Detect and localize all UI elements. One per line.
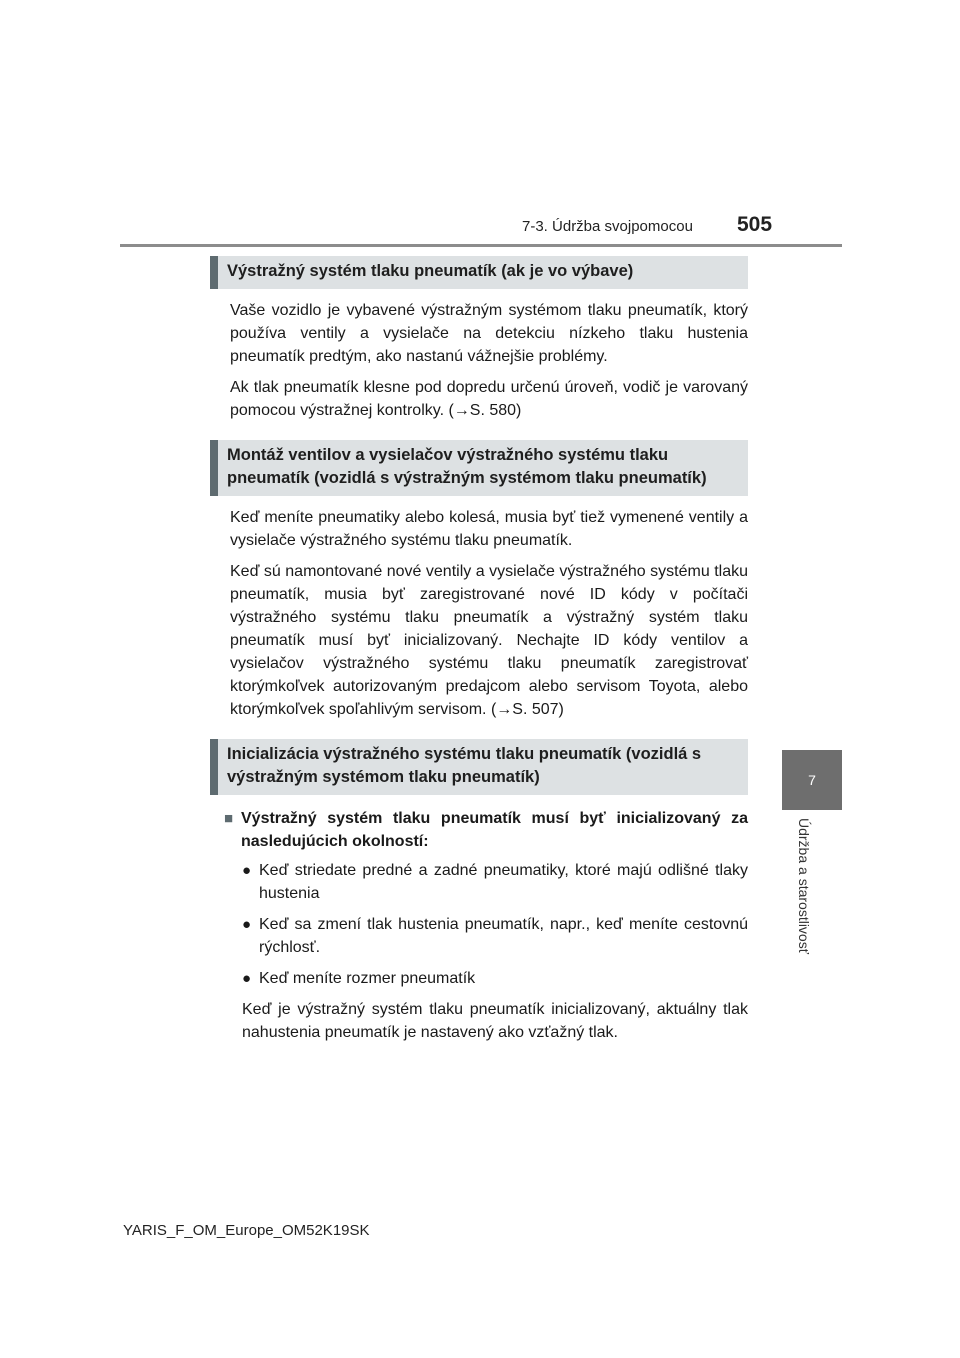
list-item-text: Keď meníte rozmer pneumatík (259, 970, 476, 987)
bullet-dot-icon: ● (242, 916, 252, 933)
list-item-text: Keď striedate predné a zadné pneumatiky, ktoré majú odlišné tlaky hustenia (259, 862, 748, 902)
list-item (210, 967, 748, 990)
paragraph: Keď je výstražný systém tlaku pneumatík inicializovaný, aktuálny tlak nahustenia pneumatík je nastavený ako vzťažný tlak. (242, 1001, 748, 1041)
footer-doc-id: YARIS_F_OM_Europe_OM52K19SK (123, 1222, 370, 1239)
bullet-dot-icon: ● (242, 970, 252, 987)
header-rule (120, 244, 842, 247)
page-content (210, 256, 748, 1052)
subsection-heading (210, 807, 748, 853)
list-item-text: Keď sa zmení tlak hustenia pneumatík, napr., keď meníte cestovnú rýchlosť. (259, 916, 748, 956)
chapter-number: 7 (808, 772, 816, 788)
chapter-tab[interactable] (782, 750, 842, 810)
bullet-dot-icon: ● (242, 862, 252, 879)
paragraph: Keď meníte pneumatiky alebo kolesá, musia byť tiež vymenené ventily a vysielače výstražného systému tlaku pneumatík. (230, 509, 748, 549)
list-item (210, 913, 748, 959)
running-header-section: 7-3. Údržba svojpomocou (522, 218, 693, 235)
chapter-title: Údržba a starostlivosť (796, 818, 812, 954)
section-heading-valves: Montáž ventilov a vysielačov výstražného systému tlaku pneumatík (vozidlá s výstražným systémom tlaku pneumatík) (210, 440, 748, 496)
section-heading-tpws: Výstražný systém tlaku pneumatík (ak je vo výbave) (210, 256, 748, 289)
paragraph: Ak tlak pneumatík klesne pod dopredu určenú úroveň, vodič je varovaný pomocou výstražnej kontrolky. (→S. 580) (230, 379, 748, 419)
page-number: 505 (737, 213, 773, 236)
section-heading-initialization: Inicializácia výstražného systému tlaku pneumatík (vozidlá s výstražným systémom tlaku pneumatík) (210, 739, 748, 795)
subsection-heading-text: Výstražný systém tlaku pneumatík musí byť inicializovaný za nasledujúcich okolností: (241, 810, 748, 850)
paragraph: Keď sú namontované nové ventily a vysielače výstražného systému tlaku pneumatík, musia byť zaregistrované nové ID kódy v počítači výstražného systému tlaku pneumatík a výstražný systém tlaku pneumatík musí byť inicializovaný. Nechajte ID kódy ventilov a vysielačov výstražného systému tlaku pneumatík zaregistrovať ktorýmkoľvek autorizovaným predajcom alebo servisom Toyota, alebo ktorýmkoľvek spoľahlivým servisom. (→S. 507) (230, 563, 748, 718)
paragraph: Vaše vozidlo je vybavené výstražným systémom tlaku pneumatík, ktorý používa ventily a vysielače na detekciu nízkeho tlaku hustenia pneumatík predtým, ako nastanú vážnejšie problémy. (230, 302, 748, 365)
list-item (210, 859, 748, 905)
square-marker-icon: ■ (224, 810, 234, 827)
